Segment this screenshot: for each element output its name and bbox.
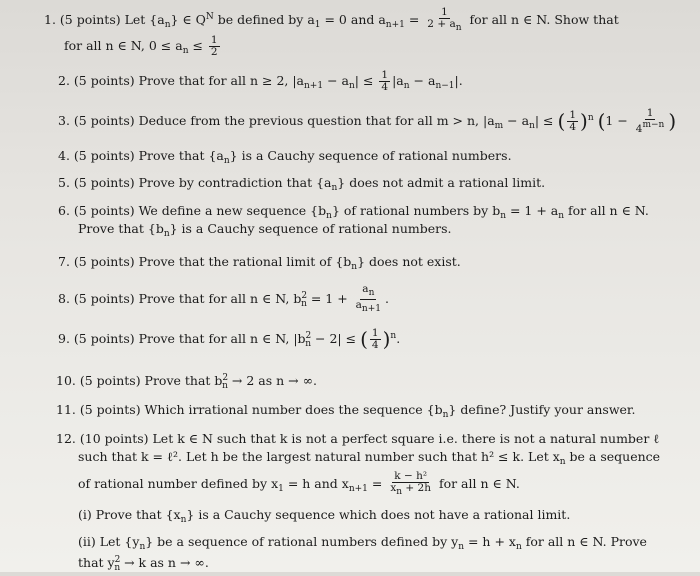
fraction: $\frac{1}{4}$ xyxy=(569,109,577,133)
question-12: 12. (10 points) Let k ∈ N such that k is not a perfect square i.e. there is not a natural number ℓ xyxy=(56,431,660,446)
fraction: $\frac{1}{4}$ xyxy=(381,69,389,93)
question-2: 2. (5 points) Prove that for all n ≥ 2, $|a_{n+1} - a_n|$ ≤ $\frac{1}{4}$ $|a_n - a_{n-1}|$. xyxy=(58,69,463,93)
fraction: $\frac{1}{4}$ xyxy=(371,327,379,351)
question-12-line-3: of rational number defined by $x_1 = h$ and $x_{n+1}$ = $\frac{\text{k − h²}}{xn + 2h}$ for all n ∈ N. xyxy=(78,470,520,497)
question-12-line-2: such that k = ℓ². Let h be the largest natural number such that h² ≤ k. Let $x_n$ be a sequence xyxy=(78,449,661,467)
question-11: 11. (5 points) Which irrational number does the sequence $\{b_n\}$ define? Justify your answer. xyxy=(56,402,636,420)
question-7: 7. (5 points) Prove that the rational limit of $\{b_n\}$ does not exist. xyxy=(58,254,461,272)
question-9: 9. (5 points) Prove that for all n ∈ N, $|b^2_n - 2|$ ≤ ( $\frac{1}{4}$ )$^n$. xyxy=(58,327,401,351)
question-6: 6. (5 points) We define a new sequence $\{b_n\}$ of rational numbers by $b_n = 1 + a_n$ for all n ∈ N. xyxy=(58,203,649,221)
question-8: 8. (5 points) Prove that for all n ∈ N, $b^2_n = 1$ + $\frac{an}{an+1}$ . xyxy=(58,283,389,314)
question-12-part-ii-line-2: that $y^2_n \to k$ as n → ∞. xyxy=(78,555,209,573)
fraction: $\frac{1}{4m-n}$ xyxy=(635,107,665,135)
question-1: 1. (5 points) Let $\{a_n\}$ ∈ $Q^N$ be defined by $a_1 = 0$ and $a_{n+1}$ = $\frac{1}{2 + an}$ for all n ∈ N. Show that xyxy=(44,6,619,33)
fraction: $\frac{1}{2 + an}$ xyxy=(427,6,462,33)
fraction: $\frac{an}{an+1}$ xyxy=(355,283,381,314)
question-4: 4. (5 points) Prove that $\{a_n\}$ is a Cauchy sequence of rational numbers. xyxy=(58,148,512,166)
question-3: 3. (5 points) Deduce from the previous question that for all m > n, $|a_m - a_n|$ ≤ ( $\frac{1}{4}$ )$^n$ (1 − $\frac{1}{4m-n}$ ) xyxy=(58,107,677,135)
fraction: $\frac{\text{k − h²}}{xn + 2h}$ xyxy=(390,470,431,497)
question-6-line-2: Prove that $\{b_n\}$ is a Cauchy sequence of rational numbers. xyxy=(78,221,452,239)
fraction: $\frac{1}{2}$ xyxy=(210,34,218,58)
question-5: 5. (5 points) Prove by contradiction that $\{a_n\}$ does not admit a rational limit. xyxy=(58,175,546,193)
question-10: 10. (5 points) Prove that $b^2_n \to 2$ as n → ∞. xyxy=(56,373,317,391)
question-12-part-i: (i) Prove that $\{x_n\}$ is a Cauchy sequence which does not have a rational limit. xyxy=(78,507,571,525)
question-1-line-2: for all n ∈ N, $0 \le a_n$ ≤ $\frac{1}{2}$ xyxy=(64,34,218,58)
question-12-part-ii: (ii) Let $\{y_n\}$ be a sequence of rational numbers defined by $y_n = h + x_n$ for all n ∈ N. Prove xyxy=(78,534,647,552)
